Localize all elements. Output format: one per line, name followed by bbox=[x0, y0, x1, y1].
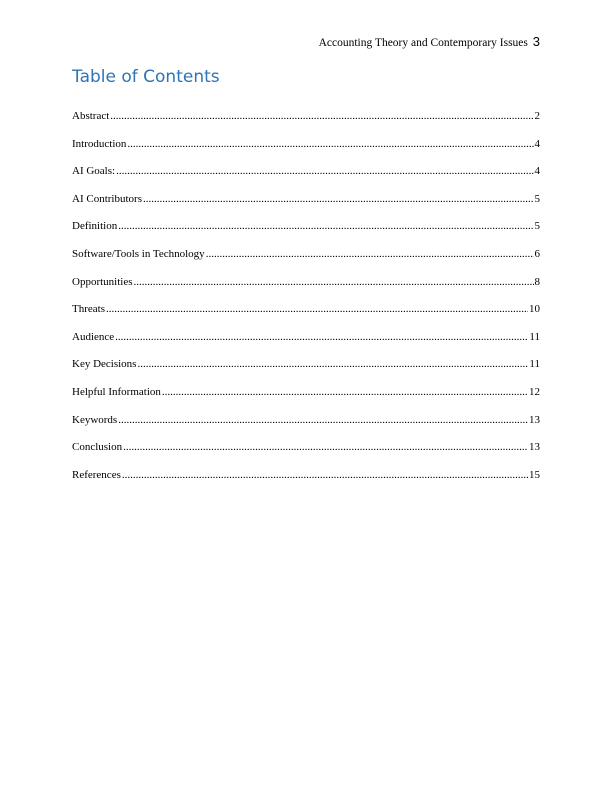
toc-entry-page: 11 bbox=[529, 330, 540, 343]
toc-entry-label: Threats bbox=[72, 303, 105, 316]
running-title: Accounting Theory and Contemporary Issues bbox=[318, 37, 528, 49]
toc-entry-label: References bbox=[72, 468, 121, 481]
toc-dot-leader bbox=[118, 218, 533, 234]
toc-entry-page: 6 bbox=[534, 247, 540, 260]
toc-entry-label: Helpful Information bbox=[72, 385, 161, 398]
toc-title: Table of Contents bbox=[72, 67, 220, 87]
toc-dot-leader bbox=[123, 439, 528, 455]
toc-entry-page: 12 bbox=[529, 385, 540, 398]
toc-entry-page: 10 bbox=[529, 303, 540, 316]
toc-entry-helpful-information[interactable] bbox=[72, 384, 540, 412]
toc-entry-keywords[interactable] bbox=[72, 412, 540, 440]
toc-list bbox=[72, 108, 540, 494]
toc-entry-label: Key Decisions bbox=[72, 358, 137, 371]
toc-entry-abstract[interactable] bbox=[72, 108, 540, 136]
toc-entry-label: Opportunities bbox=[72, 275, 133, 288]
toc-entry-page: 5 bbox=[534, 220, 540, 233]
toc-entry-label: Audience bbox=[72, 330, 115, 343]
toc-entry-label: Definition bbox=[72, 220, 118, 233]
toc-dot-leader bbox=[122, 467, 528, 483]
toc-entry-opportunities[interactable] bbox=[72, 274, 540, 302]
toc-entry-page: 13 bbox=[529, 441, 540, 454]
toc-dot-leader bbox=[115, 329, 528, 345]
toc-dot-leader bbox=[143, 191, 534, 207]
page-number: 3 bbox=[532, 34, 540, 49]
toc-dot-leader bbox=[137, 356, 528, 372]
toc-entry-ai-goals[interactable] bbox=[72, 163, 540, 191]
toc-entry-definition[interactable] bbox=[72, 218, 540, 246]
toc-dot-leader bbox=[118, 412, 528, 428]
toc-entry-introduction[interactable] bbox=[72, 136, 540, 164]
toc-dot-leader bbox=[110, 108, 533, 124]
toc-entry-page: 13 bbox=[529, 413, 540, 426]
toc-entry-page: 11 bbox=[529, 358, 540, 371]
toc-dot-leader bbox=[134, 274, 534, 290]
page-header bbox=[319, 34, 540, 49]
toc-entry-page: 4 bbox=[534, 165, 540, 178]
toc-entry-ai-contributors[interactable] bbox=[72, 191, 540, 219]
toc-entry-label: Introduction bbox=[72, 137, 127, 150]
toc-entry-software-tools[interactable] bbox=[72, 246, 540, 274]
toc-dot-leader bbox=[106, 301, 528, 317]
toc-entry-page: 2 bbox=[534, 110, 540, 122]
toc-entry-page: 5 bbox=[534, 192, 540, 205]
toc-entry-label: Abstract bbox=[72, 110, 110, 122]
toc-dot-leader bbox=[206, 246, 534, 262]
toc-entry-label: Conclusion bbox=[72, 441, 123, 454]
toc-entry-key-decisions[interactable] bbox=[72, 356, 540, 384]
toc-entry-references[interactable] bbox=[72, 467, 540, 495]
toc-entry-conclusion[interactable] bbox=[72, 439, 540, 467]
toc-entry-threats[interactable] bbox=[72, 301, 540, 329]
toc-dot-leader bbox=[127, 136, 533, 152]
toc-entry-page: 4 bbox=[534, 137, 540, 150]
toc-dot-leader bbox=[116, 163, 533, 179]
toc-dot-leader bbox=[162, 384, 528, 400]
toc-entry-label: AI Goals: bbox=[72, 165, 116, 178]
toc-entry-label: Keywords bbox=[72, 413, 118, 426]
toc-entry-page: 8 bbox=[534, 275, 540, 288]
toc-entry-audience[interactable] bbox=[72, 329, 540, 357]
toc-entry-label: AI Contributors bbox=[72, 192, 142, 205]
toc-entry-label: Software/Tools in Technology bbox=[72, 247, 205, 260]
toc-entry-page: 15 bbox=[529, 468, 540, 481]
